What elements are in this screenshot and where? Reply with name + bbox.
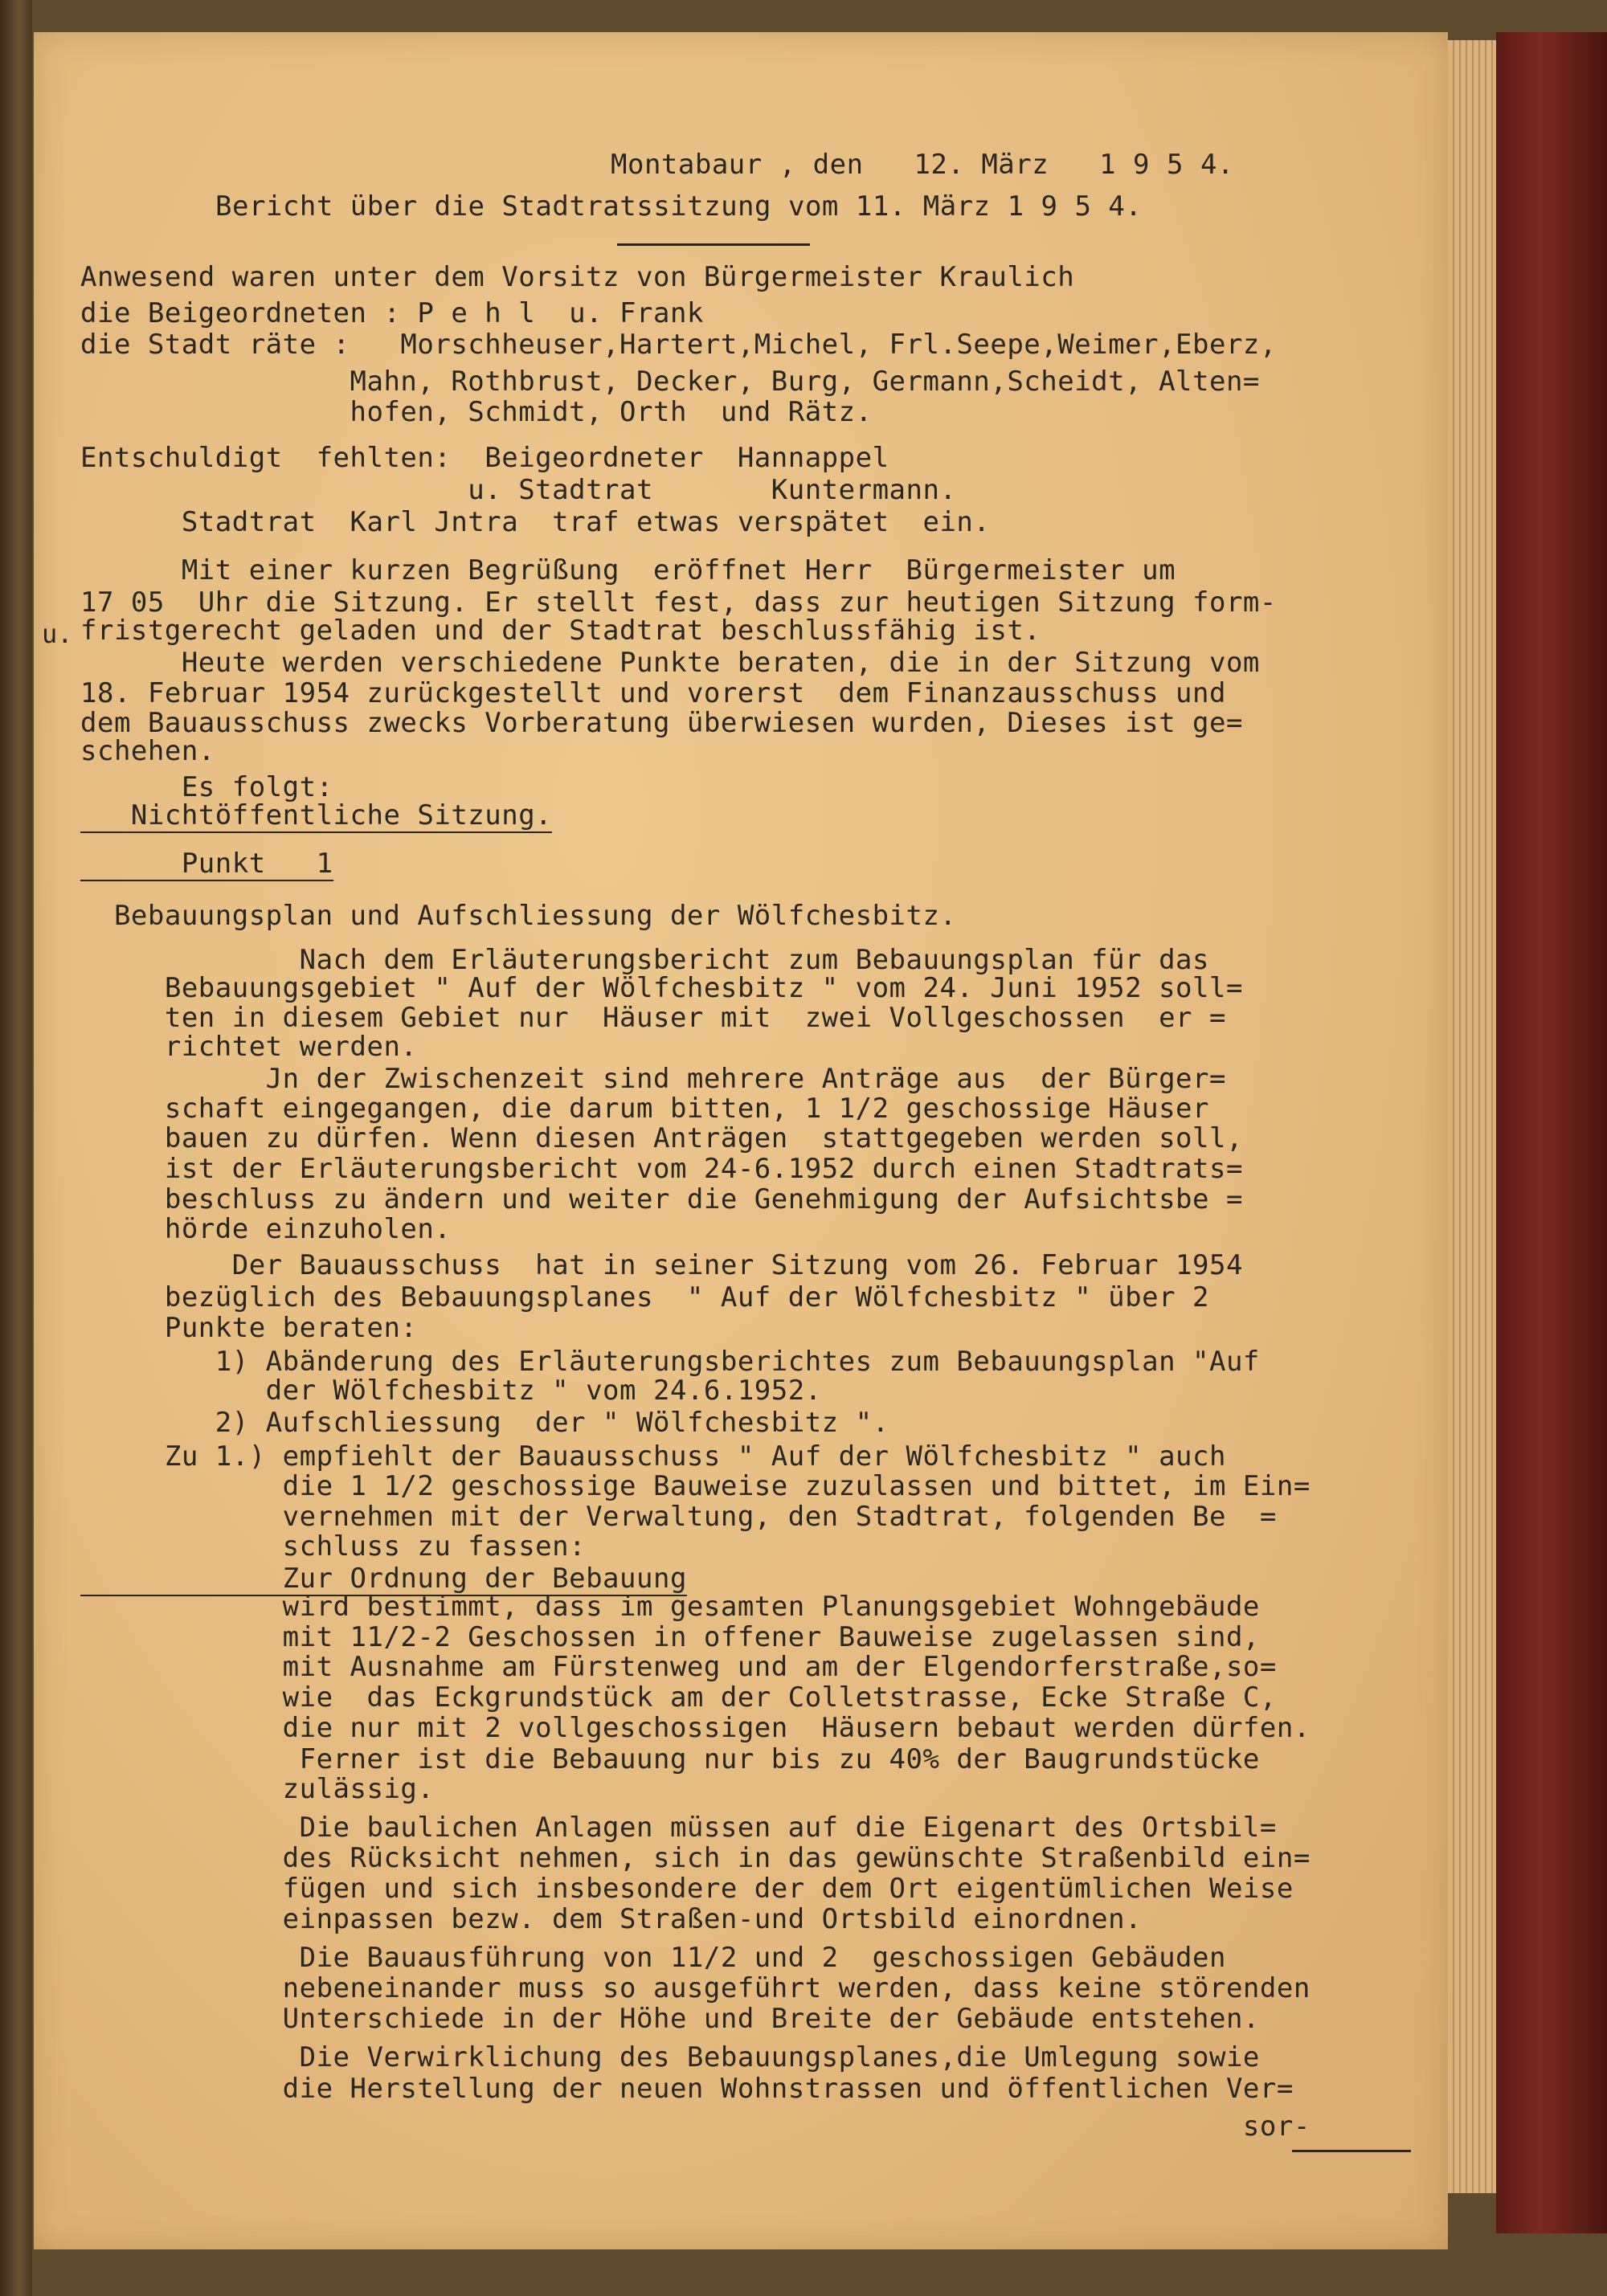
header-place-date: Montabaur , den 12. März 1 9 5 4.	[611, 149, 1234, 181]
text-line: ist der Erläuterungsbericht vom 24-6.1952 durch einen Stadtrats=	[80, 1153, 1243, 1185]
text-line: mit 11/2-2 Geschossen in offener Bauweise zugelassen sind,	[80, 1621, 1260, 1653]
text-line: Punkt 1	[80, 848, 333, 880]
text-line: u. Stadtrat Kuntermann.	[80, 474, 957, 506]
text-line: beschluss zu ändern und weiter die Genehmigung der Aufsichtsbe =	[80, 1183, 1243, 1215]
text-line: Bebauungsplan und Aufschliessung der Wölfchesbitz.	[80, 900, 957, 932]
text-line: 17 05 Uhr die Sitzung. Er stellt fest, dass zur heutigen Sitzung form-	[80, 586, 1277, 619]
page-stack-edges	[1448, 40, 1496, 2193]
text-line: Zur Ordnung der Bebauung	[80, 1563, 687, 1595]
text-line: nebeneinander muss so ausgeführt werden, dass keine störenden	[80, 1972, 1311, 2004]
text-line: die Beigeordneten : P e h l u. Frank	[80, 297, 704, 329]
text-line: 18. Februar 1954 zurückgestellt und vorerst dem Finanzausschuss und	[80, 677, 1226, 709]
text-line: Jn der Zwischenzeit sind mehrere Anträge aus der Bürger=	[80, 1063, 1226, 1095]
text-line: Bebauungsgebiet " Auf der Wölfchesbitz " vom 24. Juni 1952 soll=	[80, 972, 1243, 1004]
text-line: zulässig.	[80, 1773, 435, 1805]
text-line: Entschuldigt fehlten: Beigeordneter Hannappel	[80, 442, 889, 474]
margin-note: u.	[42, 619, 73, 649]
text-line: fügen und sich insbesondere der dem Ort eigentümlichen Weise	[80, 1873, 1294, 1905]
text-line: Zu 1.) empfiehlt der Bauausschuss " Auf der Wölfchesbitz " auch	[80, 1440, 1226, 1473]
text-line: Ferner ist die Bebauung nur bis zu 40% der Baugrundstücke	[80, 1743, 1260, 1775]
text-line: 2) Aufschliessung der " Wölfchesbitz ".	[80, 1407, 889, 1439]
title-underline	[617, 243, 810, 246]
text-line: Die Bauausführung von 11/2 und 2 geschossigen Gebäuden	[80, 1942, 1226, 1974]
text-line: Stadtrat Karl Jntra traf etwas verspätet ein.	[80, 506, 991, 538]
text-line: die 1 1/2 geschossige Bauweise zuzulassen und bittet, im Ein=	[80, 1470, 1311, 1502]
text-line: Mahn, Rothbrust, Decker, Burg, Germann,Scheidt, Alten=	[80, 366, 1260, 398]
text-line: sor-	[80, 2110, 1311, 2143]
text-line: 1) Abänderung des Erläuterungsberichtes zum Bebauungsplan "Auf	[80, 1346, 1260, 1378]
text-line: fristgerecht geladen und der Stadtrat beschlussfähig ist.	[80, 615, 1041, 647]
text-line: hörde einzuholen.	[80, 1213, 452, 1245]
book-cover-edge	[1496, 32, 1607, 2233]
text-line: wie das Eckgrundstück am der Colletstrasse, Ecke Straße C,	[80, 1681, 1277, 1714]
text-line: ten in diesem Gebiet nur Häuser mit zwei Vollgeschossen er =	[80, 1002, 1226, 1034]
text-line: schaft eingegangen, die darum bitten, 1 1/2 geschossige Häuser	[80, 1093, 1209, 1125]
text-line: einpassen bezw. dem Straßen-und Ortsbild einordnen.	[80, 1903, 1143, 1935]
text-line: die Stadt räte : Morschheuser,Hartert,Michel, Frl.Seepe,Weimer,Eberz,	[80, 329, 1277, 361]
text-line: Nach dem Erläuterungsbericht zum Bebauungsplan für das	[80, 944, 1209, 976]
text-line: bezüglich des Bebauungsplanes " Auf der Wölfchesbitz " über 2	[80, 1281, 1209, 1313]
text-line: richtet werden.	[80, 1031, 418, 1063]
text-line: Mit einer kurzen Begrüßung eröffnet Herr Bürgermeister um	[80, 554, 1176, 586]
text-line: bauen zu dürfen. Wenn diesen Anträgen stattgegeben werden soll,	[80, 1122, 1243, 1154]
text-line: hofen, Schmidt, Orth und Rätz.	[80, 396, 873, 428]
text-line: die nur mit 2 vollgeschossigen Häusern bebaut werden dürfen.	[80, 1712, 1311, 1744]
text-line: Unterschiede in der Höhe und Breite der Gebäude entstehen.	[80, 2003, 1260, 2035]
text-line: vernehmen mit der Verwaltung, den Stadtrat, folgenden Be =	[80, 1501, 1277, 1533]
text-line: dem Bauausschuss zwecks Vorberatung überwiesen wurden, Dieses ist ge=	[80, 707, 1243, 739]
text-line: des Rücksicht nehmen, sich in das gewünschte Straßenbild ein=	[80, 1842, 1311, 1874]
text-line: schluss zu fassen:	[80, 1530, 587, 1563]
text-line: wird bestimmt, dass im gesamten Planungsgebiet Wohngebäude	[80, 1591, 1260, 1623]
previous-page-edge	[0, 0, 32, 2296]
text-line: Nichtöffentliche Sitzung.	[80, 799, 553, 831]
text-line: Der Bauausschuss hat in seiner Sitzung vom 26. Februar 1954	[80, 1249, 1243, 1281]
text-line: Es folgt:	[80, 771, 333, 803]
text-line: Die Verwirklichung des Bebauungsplanes,die Umlegung sowie	[80, 2041, 1260, 2073]
text-line: der Wölfchesbitz " vom 24.6.1952.	[80, 1375, 822, 1407]
text-line: Anwesend waren unter dem Vorsitz von Bürgermeister Kraulich	[80, 261, 1075, 293]
continuation-underline	[1292, 2150, 1411, 2152]
text-line: Heute werden verschiedene Punkte beraten, die in der Sitzung vom	[80, 647, 1260, 679]
text-line: mit Ausnahme am Fürstenweg und am der Elgendorferstraße,so=	[80, 1651, 1277, 1683]
text-line: Die baulichen Anlagen müssen auf die Eigenart des Ortsbil=	[80, 1812, 1277, 1844]
header-title: Bericht über die Stadtratssitzung vom 11. März 1 9 5 4.	[215, 190, 1143, 223]
text-line: schehen.	[80, 735, 215, 767]
text-line: Punkte beraten:	[80, 1312, 418, 1344]
text-line: die Herstellung der neuen Wohnstrassen und öffentlichen Ver=	[80, 2073, 1294, 2105]
